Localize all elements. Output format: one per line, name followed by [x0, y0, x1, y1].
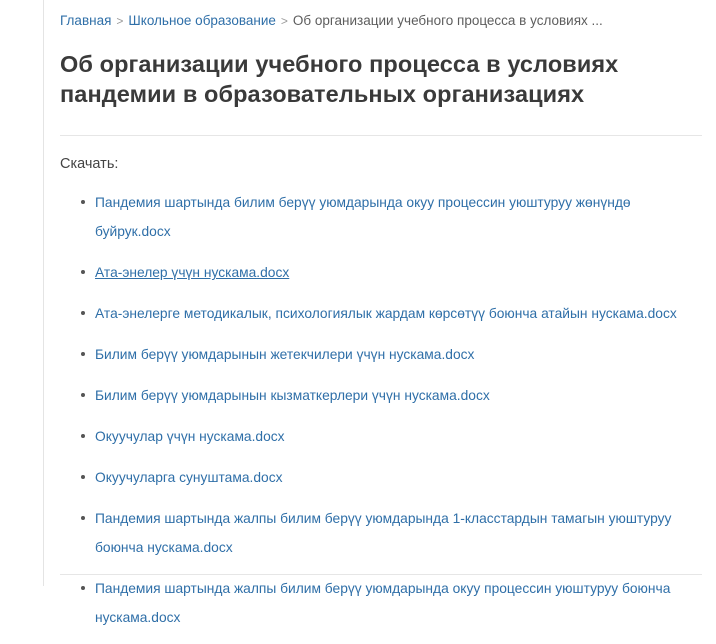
breadcrumb-separator-2: > — [280, 14, 288, 28]
list-item[interactable] — [81, 381, 702, 410]
list-item[interactable] — [81, 299, 702, 328]
file-link[interactable]: Пандемия шартында жалпы билим берүү уюмдарында 1-класстардын тамагын уюштуруу боюнча нускама.docx — [95, 511, 672, 555]
file-list — [60, 188, 702, 632]
list-item[interactable] — [81, 574, 702, 632]
breadcrumb-item-home[interactable]: Главная — [60, 13, 112, 28]
file-link[interactable]: Билим берүү уюмдарынын жетекчилери үчүн нускама.docx — [95, 347, 475, 362]
list-item[interactable] — [81, 504, 702, 562]
page-title: Об организации учебного процесса в условиях пандемии в образовательных организациях — [60, 51, 619, 107]
file-link[interactable]: Пандемия шартында билим берүү уюмдарында окуу процессин уюштуруу жөнүндө буйрук.docx — [95, 195, 631, 239]
list-item[interactable] — [81, 340, 702, 369]
left-vertical-divider — [43, 0, 44, 586]
breadcrumb-item-school-education[interactable]: Школьное образование — [128, 13, 276, 28]
file-link[interactable]: Ата-энелерге методикалык, психологиялык жардам көрсөтүү боюнча атайын нускама.docx — [95, 306, 677, 321]
page-content — [60, 0, 702, 644]
file-link[interactable]: Пандемия шартында жалпы билим берүү уюмдарында окуу процессин уюштуруу боюнча нускама.docx — [95, 581, 671, 625]
list-item[interactable] — [81, 463, 702, 492]
file-link[interactable]: Билим берүү уюмдарынын кызматкерлери үчүн нускама.docx — [95, 388, 490, 403]
file-link[interactable]: Окуучулар үчүн нускама.docx — [95, 429, 285, 444]
list-item[interactable] — [81, 258, 702, 287]
breadcrumb-separator-1: > — [116, 14, 124, 28]
list-item[interactable] — [81, 188, 702, 246]
breadcrumb-item-current: Об организации учебного процесса в условиях ... — [292, 13, 603, 28]
title-divider — [60, 135, 702, 136]
bottom-divider — [60, 574, 702, 575]
file-link[interactable]: Окуучуларга сунуштама.docx — [95, 470, 283, 485]
download-label: Скачать: — [60, 156, 119, 172]
list-item[interactable] — [81, 422, 702, 451]
breadcrumb — [60, 0, 702, 30]
file-link[interactable]: Ата-энелер үчүн нускама.docx — [95, 265, 290, 280]
